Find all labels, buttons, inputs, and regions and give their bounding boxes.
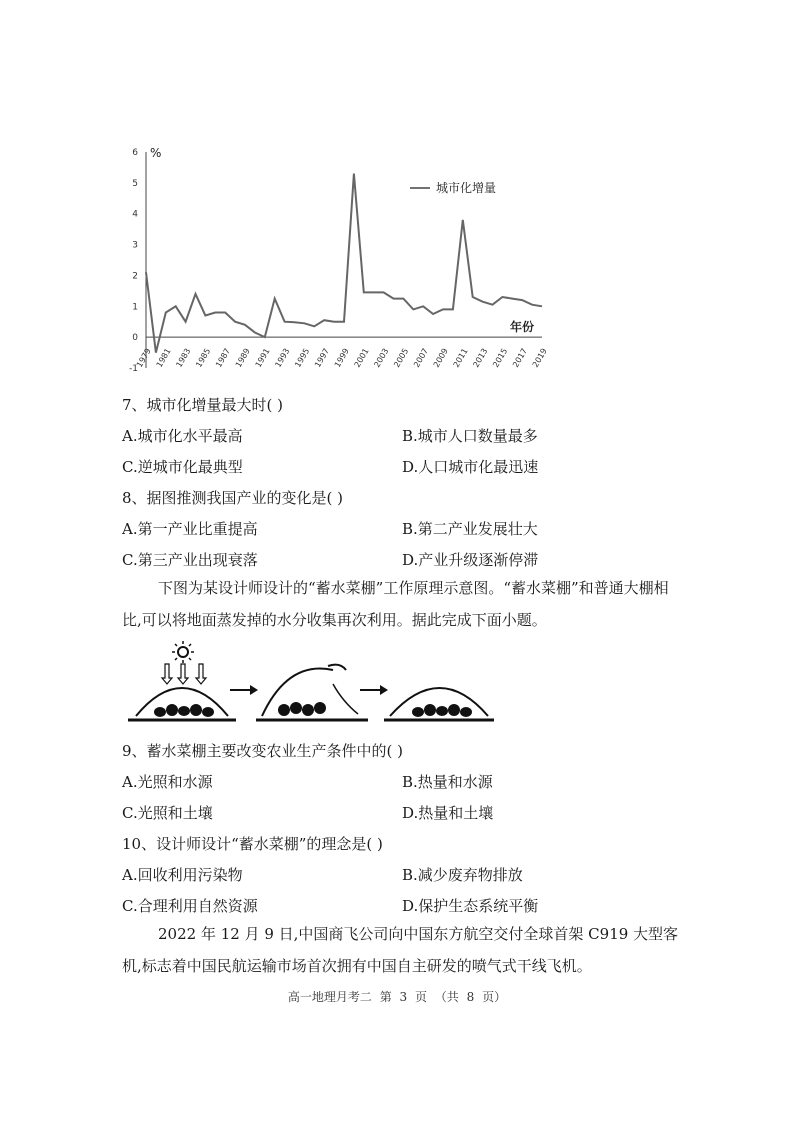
x-tick-label: 1989 (233, 346, 252, 369)
x-tick-label: 1979 (134, 346, 153, 369)
greenhouse-diagram (128, 640, 498, 724)
y-axis-label: % (150, 146, 162, 160)
series-line-urbanization (146, 174, 542, 353)
x-tick-label: 2013 (471, 346, 490, 369)
urbanization-increment-chart (112, 140, 552, 385)
x-tick-label: 2009 (431, 346, 450, 369)
q9-option-b: B.热量和水源 (402, 773, 493, 791)
x-tick-label: 1983 (174, 346, 193, 369)
passage-greenhouse-text: 下图为某设计师设计的“蓄水菜棚”工作原理示意图。“蓄水菜棚”和普通大棚相比,可以将地面蒸发掉的水分收集再次利用。据此完成下面小题。 (122, 579, 669, 629)
q10-option-d: D.保护生态系统平衡 (402, 897, 539, 915)
y-axis-ticks (129, 148, 138, 374)
x-tick-label: 1999 (332, 346, 351, 369)
plants-icon-3 (412, 704, 472, 717)
y-tick-label: 3 (132, 240, 138, 251)
q7-option-b: B.城市人口数量最多 (402, 427, 538, 445)
x-tick-label: 1981 (154, 346, 173, 369)
x-tick-label: 2005 (392, 346, 411, 369)
x-tick-label: 1993 (273, 346, 292, 369)
q9-option-c: C.光照和土壤 (122, 804, 213, 822)
greenhouse-stage-2 (256, 665, 368, 720)
question-7-stem: 7、城市化增量最大时( ) (122, 396, 284, 414)
q8-option-a: A.第一产业比重提高 (122, 520, 258, 538)
q8-option-c: C.第三产业出现衰落 (122, 551, 258, 569)
flow-arrow-1 (230, 685, 258, 695)
q10-option-a: A.回收利用污染物 (122, 866, 243, 884)
passage-greenhouse (122, 572, 682, 636)
greenhouse-stage-1 (128, 641, 236, 720)
x-tick-label: 1991 (253, 346, 272, 369)
question-8-stem: 8、据图推测我国产业的变化是( ) (122, 489, 344, 507)
question-9-stem: 9、蓄水菜棚主要改变农业生产条件中的( ) (122, 742, 404, 760)
x-tick-label: 2003 (372, 346, 391, 369)
question-10-stem: 10、设计师设计“蓄水菜棚”的理念是( ) (122, 835, 383, 853)
q7-option-a: A.城市化水平最高 (122, 427, 243, 445)
x-tick-label: 1995 (293, 346, 312, 369)
q8-option-b: B.第二产业发展壮大 (402, 520, 538, 538)
legend-label: 城市化增量 (436, 181, 497, 195)
q10-option-b: B.减少废弃物排放 (402, 866, 523, 884)
x-tick-label: 2017 (511, 346, 530, 369)
q7-option-c: C.逆城市化最典型 (122, 458, 243, 476)
y-tick-label: 5 (132, 178, 138, 189)
sunlight-arrows-icon (162, 664, 206, 684)
flow-arrow-2 (360, 685, 388, 695)
x-tick-label: 2001 (352, 346, 371, 369)
y-tick-label: 6 (132, 148, 138, 158)
x-axis-label: 年份 (510, 320, 535, 335)
y-tick-label: 2 (132, 271, 138, 282)
x-tick-label: 2011 (451, 346, 470, 369)
x-tick-label: 2019 (530, 346, 549, 369)
x-tick-label: 1997 (313, 346, 332, 369)
y-tick-label: 0 (132, 333, 138, 344)
y-tick-label: 1 (132, 302, 138, 313)
x-tick-label: 1987 (214, 346, 233, 369)
plants-icon-2 (278, 702, 326, 716)
q9-option-a: A.光照和水源 (122, 773, 213, 791)
q10-option-c: C.合理利用自然资源 (122, 897, 258, 915)
x-axis-ticks (135, 347, 549, 369)
page-footer: 高一地理月考二 第 3 页 （共 8 页） (287, 990, 507, 1004)
q8-option-d: D.产业升级逐渐停滞 (402, 551, 539, 569)
passage-c919-text: 2022 年 12 月 9 日,中国商飞公司向中国东方航空交付全球首架 C919 大型客机,标志着中国民航运输市场首次拥有中国自主研发的喷气式干线飞机。 (122, 925, 679, 975)
passage-c919 (122, 918, 682, 982)
x-tick-label: 2007 (412, 346, 431, 369)
q7-option-d: D.人口城市化最迅速 (402, 458, 539, 476)
q9-option-d: D.热量和土壤 (402, 804, 494, 822)
greenhouse-stage-3 (384, 688, 494, 720)
sun-icon (172, 641, 194, 663)
x-tick-label: 1985 (194, 346, 213, 369)
y-tick-label: 4 (132, 209, 138, 220)
plants-icon (154, 704, 214, 717)
y-tick-label: -1 (129, 364, 138, 374)
x-tick-label: 2015 (491, 346, 510, 369)
